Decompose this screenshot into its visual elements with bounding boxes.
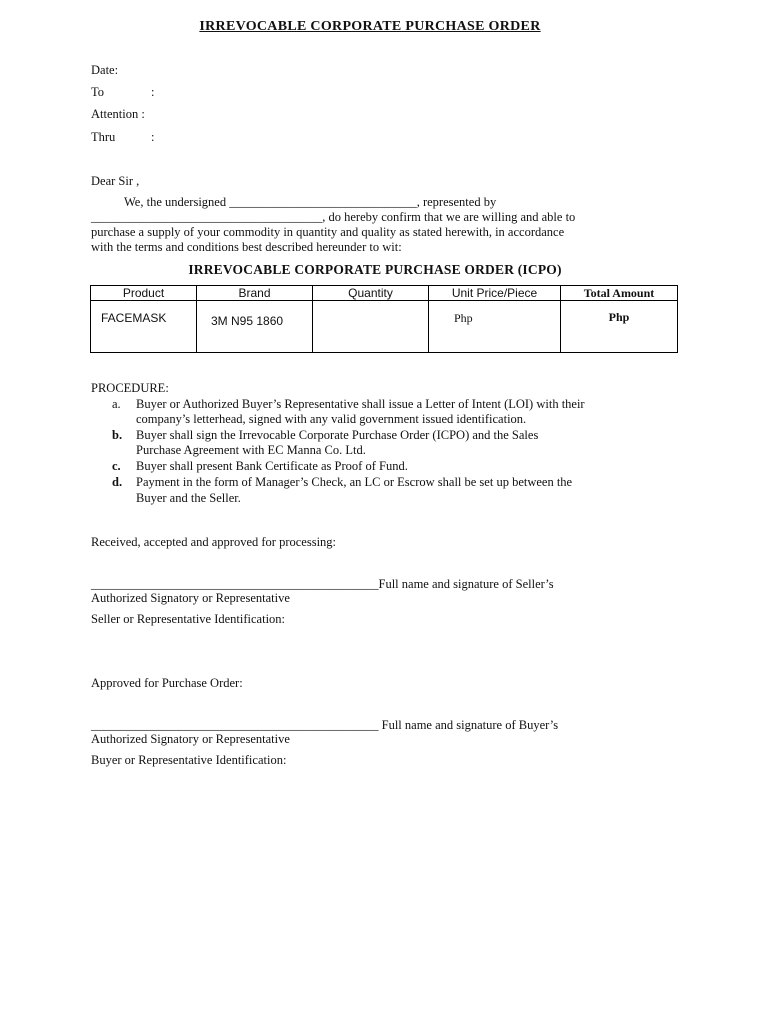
table-row: [91, 301, 678, 353]
body-line-3: purchase a supply of your commodity in quantity and quality as stated herewith, in accordance: [91, 225, 565, 239]
procedure-heading: PROCEDURE:: [91, 381, 169, 395]
body-line-2: _____________________________________, do hereby confirm that we are willing and able to: [91, 210, 576, 224]
procedure-d-line-1: Payment in the form of Manager’s Check, an LC or Escrow shall be set up between the: [136, 475, 573, 489]
col-header-unit-price: Unit Price/Piece: [429, 286, 561, 301]
salutation: Dear Sir ,: [91, 174, 140, 188]
date-label: Date:: [91, 63, 119, 77]
to-colon: :: [151, 85, 155, 99]
table-header-row: [91, 286, 678, 301]
body-line-1: We, the undersigned ______________________________, represented by: [124, 195, 497, 209]
cell-quantity: [313, 301, 429, 353]
to-label: To: [91, 85, 105, 99]
procedure-a-line-2: company’s letterhead, signed with any valid government issued identification.: [136, 412, 527, 426]
col-header-brand: Brand: [197, 286, 313, 301]
seller-intro: Received, accepted and approved for processing:: [91, 535, 337, 549]
col-header-quantity: Quantity: [313, 286, 429, 301]
table-title: IRREVOCABLE CORPORATE PURCHASE ORDER (ICPO): [188, 262, 562, 277]
procedure-b-line-1: Buyer shall sign the Irrevocable Corporate Purchase Order (ICPO) and the Sales: [136, 428, 539, 442]
document-title: IRREVOCABLE CORPORATE PURCHASE ORDER: [199, 19, 541, 34]
body-line-4: with the terms and conditions best described hereunder to wit:: [91, 240, 402, 254]
procedure-marker-b: b.: [112, 428, 123, 442]
procedure-b-line-2: Purchase Agreement with EC Manna Co. Ltd.: [136, 443, 366, 457]
procedure-c-line-1: Buyer shall present Bank Certificate as Proof of Fund.: [136, 459, 408, 473]
col-header-product: Product: [91, 286, 197, 301]
buyer-intro: Approved for Purchase Order:: [91, 676, 243, 690]
col-header-total-amount: Total Amount: [561, 286, 678, 301]
procedure-marker-a: a.: [112, 397, 121, 411]
thru-colon: :: [151, 130, 155, 144]
order-table: [90, 285, 678, 353]
cell-brand: 3M N95 1860: [197, 301, 313, 353]
procedure-marker-d: d.: [112, 475, 123, 489]
buyer-signature-line: ______________________________________________ Full name and signature of Buyer’s: [91, 718, 559, 732]
cell-total-amount: Php: [561, 301, 678, 353]
cell-unit-price: Php: [429, 301, 561, 353]
buyer-identification-label: Buyer or Representative Identification:: [91, 753, 287, 767]
seller-identification-label: Seller or Representative Identification:: [91, 612, 286, 626]
buyer-signatory-label: Authorized Signatory or Representative: [91, 732, 290, 746]
cell-product: FACEMASK: [91, 301, 197, 353]
seller-signatory-label: Authorized Signatory or Representative: [91, 591, 290, 605]
seller-signature-line: ______________________________________________Full name and signature of Seller’s: [91, 577, 554, 591]
procedure-marker-c: c.: [112, 459, 121, 473]
procedure-a-line-1: Buyer or Authorized Buyer’s Representative shall issue a Letter of Intent (LOI) with their: [136, 397, 585, 411]
procedure-d-line-2: Buyer and the Seller.: [136, 491, 241, 505]
thru-label: Thru: [91, 130, 116, 144]
attention-label: Attention :: [91, 107, 145, 121]
